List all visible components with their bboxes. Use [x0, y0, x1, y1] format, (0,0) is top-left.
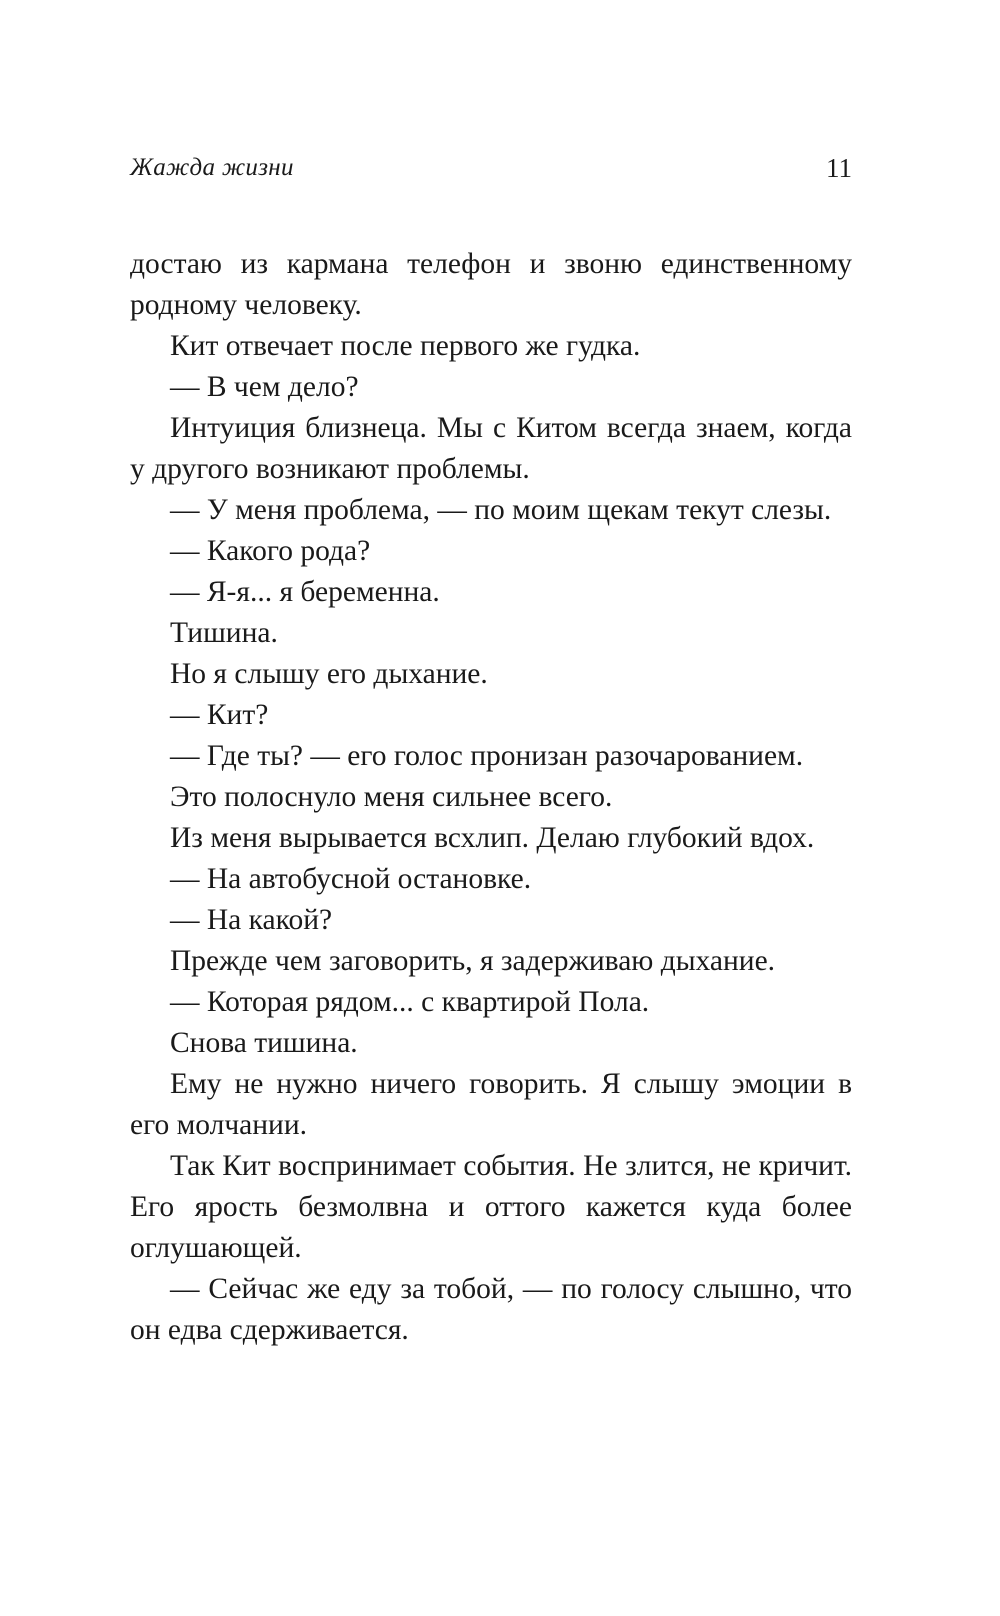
running-header	[130, 148, 852, 188]
page-number: 11	[826, 153, 852, 183]
paragraph-6: — Какого рода?	[170, 535, 371, 567]
paragraph-13: Из меня вырывается всхлип. Делаю глубокий вдох.	[170, 822, 815, 854]
paragraph-15: — На какой?	[170, 904, 333, 936]
paragraph-1: достаю из кармана телефон и звоню единственному родному человеку.	[130, 248, 852, 321]
paragraph-8: Тишина.	[170, 617, 278, 649]
paragraph-3: — В чем дело?	[170, 371, 359, 403]
body-text	[130, 244, 852, 1351]
paragraph-16: Прежде чем заговорить, я задерживаю дыхание.	[170, 945, 776, 977]
paragraph-9: Но я слышу его дыхание.	[170, 658, 488, 690]
paragraph-7: — Я-я... я беременна.	[170, 576, 440, 608]
paragraph-10: — Кит?	[170, 699, 269, 731]
paragraph-11: — Где ты? — его голос пронизан разочарованием.	[170, 740, 804, 772]
paragraph-14: — На автобусной остановке.	[170, 863, 532, 895]
paragraph-18: Снова тишина.	[170, 1027, 358, 1059]
paragraph-17: — Которая рядом... с квартирой Пола.	[170, 986, 650, 1018]
paragraph-12: Это полоснуло меня сильнее всего.	[170, 781, 613, 813]
paragraph-20: Так Кит воспринимает события. Не злится, не кричит. Его ярость безмолвна и оттого кажется куда более оглушающей.	[130, 1150, 852, 1264]
book-title: Жажда жизни	[130, 154, 294, 181]
paragraph-21: — Сейчас же еду за тобой, — по голосу слышно, что он едва сдерживается.	[130, 1273, 852, 1346]
paragraph-2: Кит отвечает после первого же гудка.	[170, 330, 641, 362]
paragraph-5: — У меня проблема, — по моим щекам текут слезы.	[170, 494, 832, 526]
paragraph-4: Интуиция близнеца. Мы с Китом всегда знаем, когда у другого возникают проблемы.	[130, 412, 852, 485]
paragraph-19: Ему не нужно ничего говорить. Я слышу эмоции в его молчании.	[130, 1068, 852, 1141]
